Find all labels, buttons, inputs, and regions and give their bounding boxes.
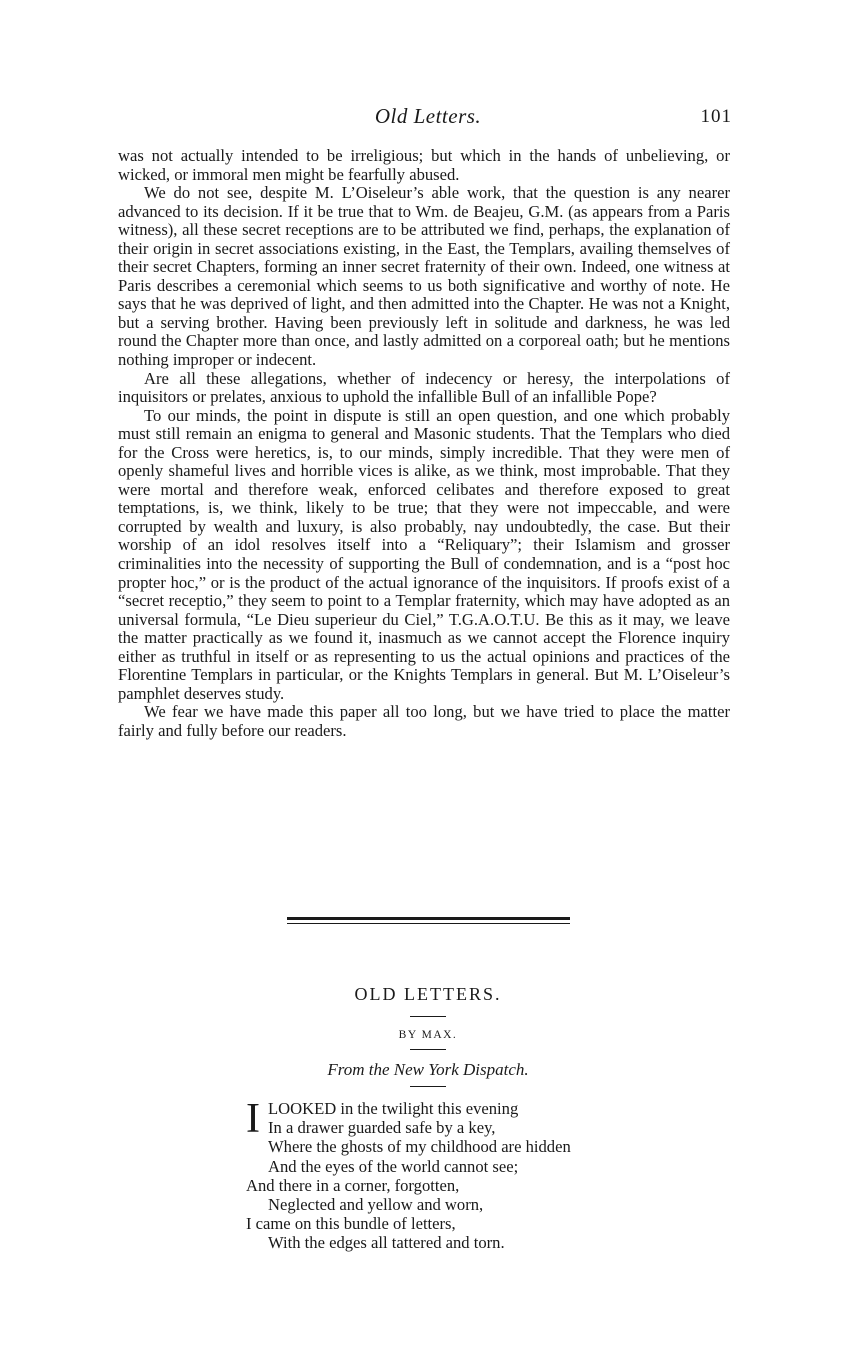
article-body [118, 147, 730, 741]
poem-title: OLD LETTERS. [354, 984, 502, 1004]
source-rule [410, 1086, 446, 1087]
poem-line: In a drawer guarded safe by a key, [268, 1118, 496, 1138]
paragraph: We fear we have made this paper all too long, but we have tried to place the matter fairly and fully before our readers. [118, 702, 730, 740]
poem-line: And there in a corner, forgotten, [246, 1175, 460, 1195]
paragraph: To our minds, the point in dispute is still an open question, and one which probably must still remain an enigma to general and Masonic students. That the Templars who died for the Cross were heretics, is, to our minds, simply incredible. That they were men of openly shameful lives and horrible vices is alike, as we think, most improbable. That they were mortal and therefore weak, enforced celibates and therefore exposed to great temptations, is, we think, likely to be true; that they were not impeccable, and were corrupted by wealth and luxury, is also probably, nay undoubtedly, the case. But their worship of an idol resolves itself into a “Reliquary”; their Islamism and grosser criminalities into the necessity of supporting the Bull of condemnation, and is a “post hoc propter hoc,” or is the product of the actual ignorance of the inquisitors. If proofs exist of a “secret receptio,” they seem to point to a Templar fraternity, which may have adopted as an universal formula, “Le Dieu superieur du Ciel,” T.G.A.O.T.U. Be this as it may, we leave the matter practically as we found it, inasmuch as we cannot accept the Florence inquiry either as truthful in itself or as representing to us the actual opinions and practices of the Florentine Templars in particular, or the Knights Templars in general. But M. L’Oiseleur’s pamphlet deserves study. [118, 405, 730, 703]
poem-line: Neglected and yellow and worn, [268, 1195, 484, 1215]
paragraph: We do not see, despite M. L’Oiseleur’s able work, that the question is any nearer advanced to its decision. If it be true that to Wm. de Beajeu, G.M. (as appears from a Paris witness), all these secret receptions are to be attributed we find, perhaps, the explanation of their origin in secret associations existing, in the East, the Templars, availing themselves of their secret Chapters, forming an inner secret fraternity of their own. Indeed, one witness at Paris describes a ceremonial which seems to us both significative and worthy of note. He says that he was deprived of light, and then admitted into the Chapter. He was not a Knight, but a serving brother. Having been previously left in solitude and darkness, he was led round the Chapter more than once, and lastly admitted on a corporeal oath; but he mentions nothing improper or indecent. [118, 183, 730, 370]
poem-line: I came on this bundle of letters, [246, 1214, 456, 1234]
paragraph: Are all these allegations, whether of indecency or heresy, the interpolations of inquisitors or prelates, anxious to uphold the infallible Bull of an infallible Pope? [118, 368, 730, 407]
divider-thick-rule [287, 917, 570, 920]
poem-byline: BY MAX. [398, 1029, 458, 1041]
poem-line: LOOKED in the twilight this evening [268, 1099, 519, 1118]
poem-line: With the edges all tattered and torn. [268, 1233, 505, 1253]
divider-thin-rule [287, 923, 570, 924]
poem-line: Where the ghosts of my childhood are hidden [268, 1137, 571, 1157]
drop-cap: I [246, 1096, 260, 1142]
poem-line: And the eyes of the world cannot see; [268, 1156, 519, 1176]
title-rule [410, 1016, 446, 1017]
running-head [0, 104, 856, 134]
poem-source: From the New York Dispatch. [327, 1060, 529, 1079]
paragraph: was not actually intended to be irreligious; but which in the hands of unbelieving, or wicked, or immoral men might be fearfully abused. [118, 146, 730, 184]
page-number: 101 [700, 106, 732, 127]
section-divider [287, 917, 570, 924]
running-title: Old Letters. [374, 104, 482, 128]
poem-body [246, 1096, 646, 1253]
byline-rule [410, 1049, 446, 1050]
